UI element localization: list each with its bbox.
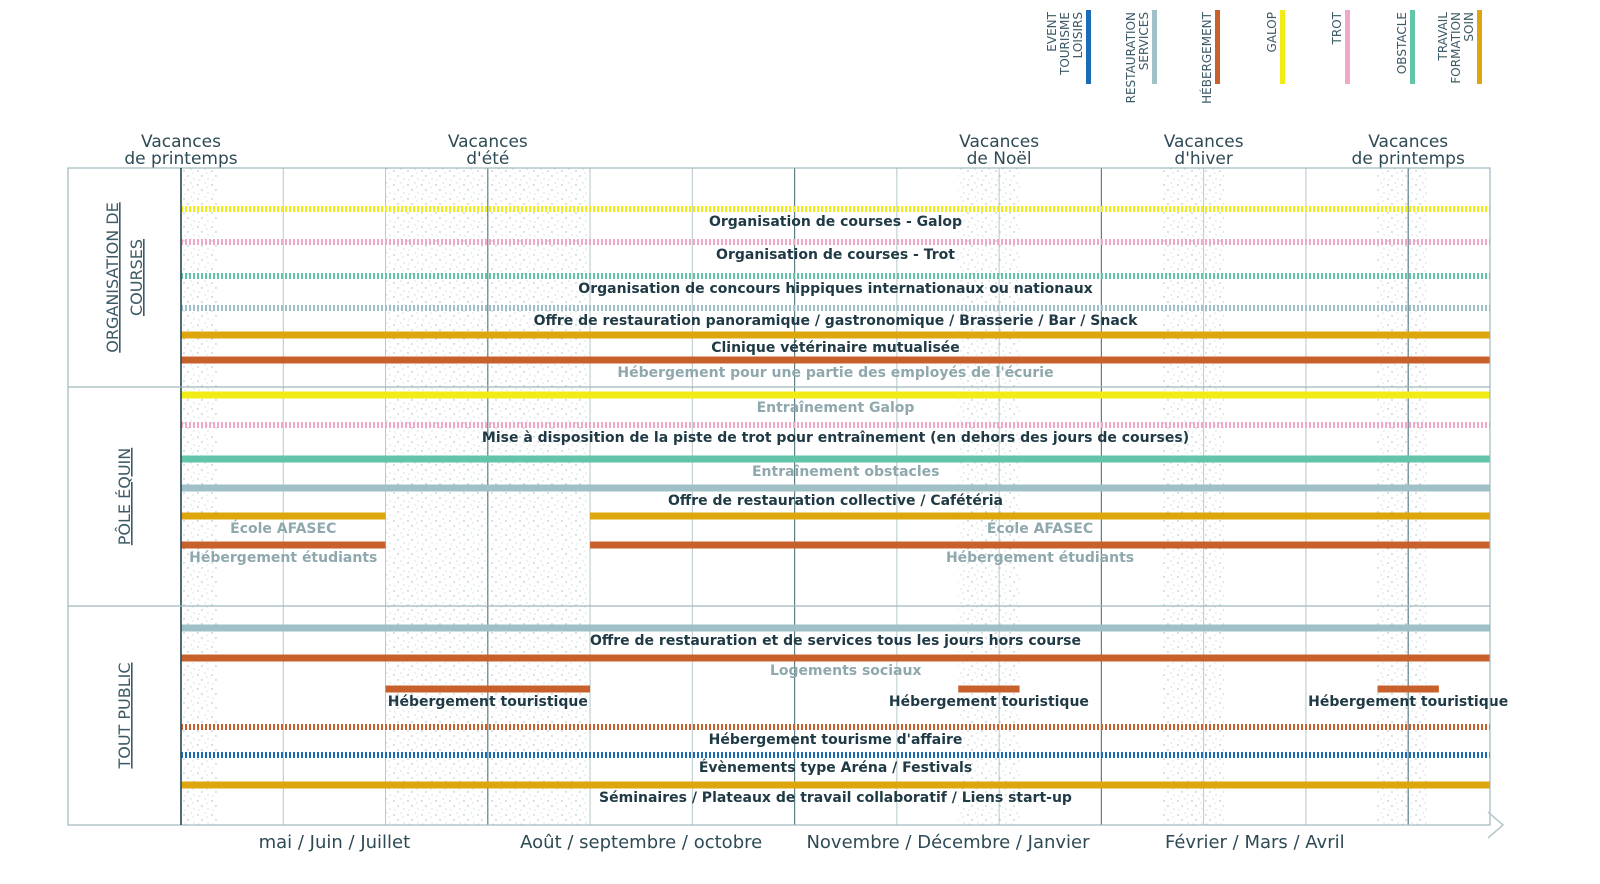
legend-label: GALOP [1265,12,1279,53]
bar-label: Entraînement Galop [756,400,915,416]
legend-label: TOURISME [1058,12,1072,75]
bar-label: Hébergement étudiants [189,550,378,566]
legend-label: HÉBERGEMENT [1200,12,1214,104]
bar-label: Logements sociaux [769,663,922,679]
bar-label: Hébergement touristique [1308,694,1509,710]
bar-label: Hébergement touristique [387,694,588,710]
legend-label: FORMATION [1449,12,1463,84]
holiday-label: Vacances de printemps [1351,132,1465,169]
holiday-label: Vacances d'hiver [1163,132,1244,169]
holiday-label: Vacances de Noël [959,132,1040,169]
bar-label: École AFASEC [230,521,337,537]
legend-swatch [1086,10,1091,84]
legend [1045,10,1482,104]
bar-label: Hébergement tourisme d'affaire [708,732,963,748]
bar-label: Séminaires / Plateaux de travail collaboratif / Liens start-up [599,790,1072,806]
bar-label: Hébergement touristique [888,694,1089,710]
section-label: PÔLE ÉQUIN [115,447,134,546]
section-title [115,662,134,769]
legend-label: TRAVAIL [1436,12,1450,61]
bar-label: Offre de restauration panoramique / gastronomique / Brasserie / Bar / Snack [533,313,1138,329]
bar-label: Hébergement pour une partie des employés de l'écurie [617,365,1054,381]
period-label: Février / Mars / Avril [1164,832,1345,853]
section-title [103,202,146,352]
bar-label: Évènements type Aréna / Festivals [698,760,973,776]
bar-label: Clinique vétérinaire mutualisée [711,340,960,356]
bar-label: Mise à disposition de la piste de trot pour entraînement (en dehors des jours de courses) [481,430,1190,446]
bar-label: Offre de restauration collective / Cafétéria [668,493,1003,509]
legend-label: EVENT [1045,12,1059,52]
section-label: COURSES [127,238,146,317]
legend-swatch [1410,10,1415,84]
period-label: mai / Juin / Juillet [258,832,411,853]
section-title [115,448,134,545]
period-label: Août / septembre / octobre [520,832,763,853]
bar-label: Organisation de courses - Trot [716,247,955,263]
legend-swatch [1345,10,1350,84]
bar-label: Entraînement obstacles [751,464,940,480]
legend-swatch [1215,10,1220,84]
legend-label: RESTAURATION [1124,12,1138,104]
holiday-label: Vacances d'été [447,132,528,169]
period-label: Novembre / Décembre / Janvier [806,832,1090,853]
bar-label: Organisation de courses - Galop [708,214,963,230]
legend-label: LOISIRS [1071,12,1085,59]
bar-label: École AFASEC [986,521,1094,537]
bar-label: Offre de restauration et de services tous les jours hors course [590,633,1081,649]
legend-label: SOIN [1462,12,1476,42]
bar-label: Hébergement étudiants [945,550,1135,566]
legend-swatch [1152,10,1157,84]
legend-label: TROT [1330,12,1344,45]
bar-label: Organisation de concours hippiques internationaux ou nationaux [578,281,1093,297]
section-label: ORGANISATION DE [103,202,122,353]
legend-label: SERVICES [1137,12,1151,71]
legend-swatch [1280,10,1285,84]
holiday-label: Vacances de printemps [124,132,238,169]
legend-label: OBSTACLE [1395,12,1409,75]
legend-swatch [1477,10,1482,84]
section-label: TOUT PUBLIC [115,662,134,769]
